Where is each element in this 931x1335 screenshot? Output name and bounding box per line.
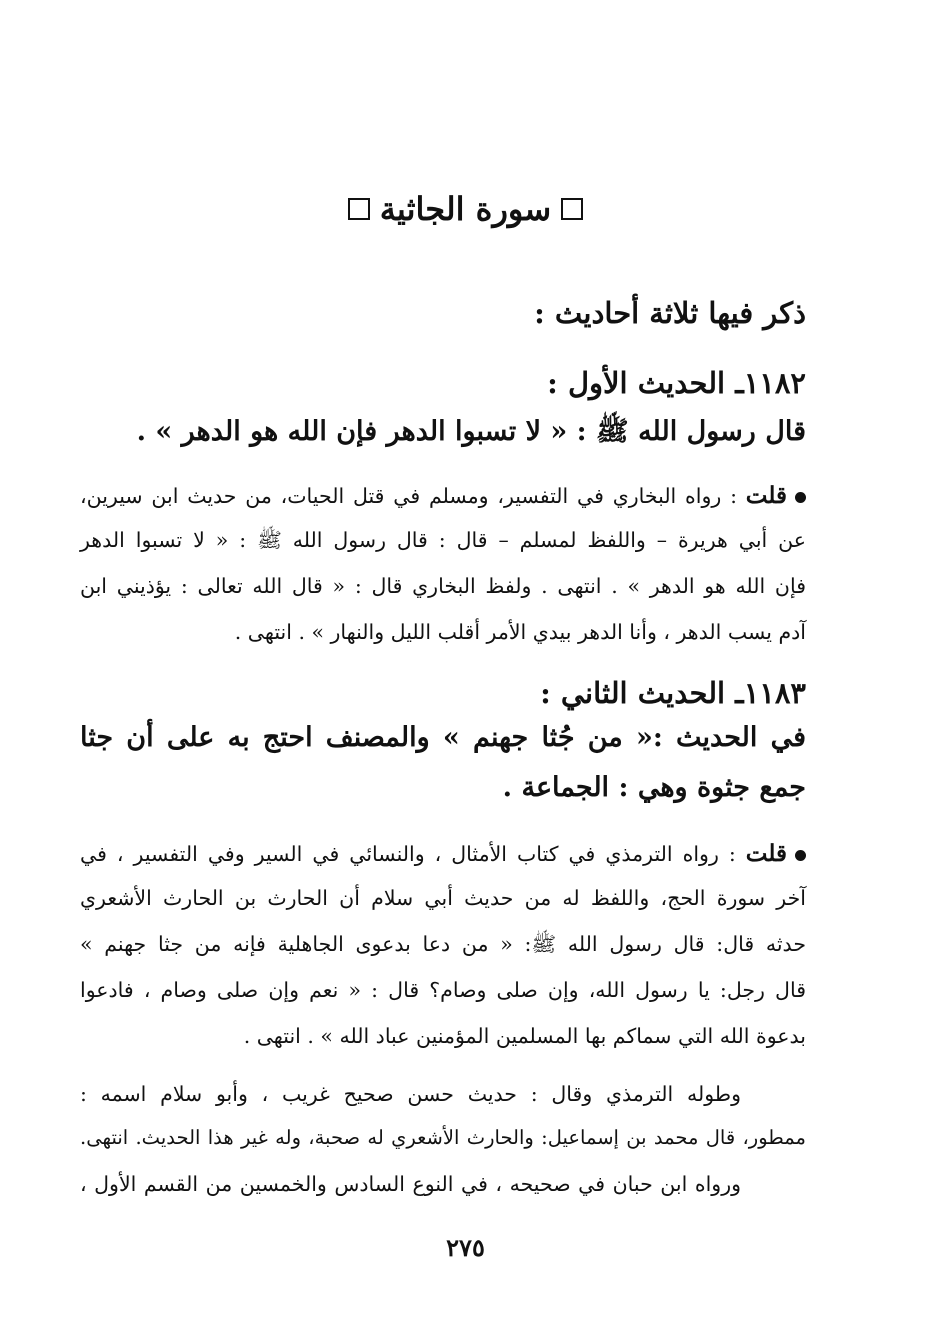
- hadith1-comment-line-1: [80, 482, 806, 509]
- hadith2-comment-line-5: بدعوة الله التي سماكم بها المسلمين المؤمنين عباد الله » . انتهى .: [243, 1024, 806, 1048]
- hadith2-comment-line-4: قال رجل: يا رسول الله، وإن صلى وصام؟ قال : « نعم وإن صلى وصام ، فادعوا: [80, 978, 806, 1002]
- hadith2-extra-line-3: ورواه ابن حبان في صحيحه ، في النوع السادس والخمسين من القسم الأول ،: [80, 1172, 741, 1196]
- surah-title-text: سورة الجاثية: [379, 190, 552, 228]
- comment-label: قلت: [745, 840, 787, 867]
- intro-line: ذكر فيها ثلاثة أحاديث :: [534, 296, 806, 330]
- comment-text: : رواه البخاري في التفسير، ومسلم في قتل الحيات، من حديث ابن سيرين،: [80, 484, 737, 508]
- hadith1-comment-line-3: فإن الله هو الدهر » . انتهى . ولفظ البخاري قال : « قال الله تعالى : يؤذيني ابن: [80, 574, 806, 598]
- surah-title-heading: [0, 190, 931, 228]
- hadith2-comment-line-2: آخر سورة الحج، واللفظ له من حديث أبي سلام أن الحارث بن الحارث الأشعري: [80, 886, 806, 910]
- bullet-icon: [795, 492, 806, 503]
- hadith1-heading: ١١٨٢ـ الحديث الأول :: [547, 366, 806, 400]
- hadith1-text: قال رسول الله ﷺ : « لا تسبوا الدهر فإن الله هو الدهر » .: [136, 416, 806, 447]
- hadith2-text-line-2: جمع جثوة وهي : الجماعة .: [502, 772, 806, 803]
- hadith1-comment-line-4: آدم يسب الدهر ، وأنا الدهر بيدي الأمر أقلب الليل والنهار » . انتهى .: [234, 620, 806, 644]
- page-number: ٢٧٥: [446, 1233, 485, 1262]
- bullet-icon: [795, 850, 806, 861]
- comment-label: قلت: [745, 482, 787, 509]
- square-ornament-icon: [561, 198, 583, 220]
- square-ornament-icon: [348, 198, 370, 220]
- hadith2-comment-line-3: حدثه قال: قال رسول الله ﷺ: « من دعا بدعوى الجاهلية فإنه من جثا جهنم »: [80, 932, 806, 956]
- hadith2-extra-line-2: ممطور، قال محمد بن إسماعيل: والحارث الأشعري له صحبة، وله غير هذا الحديث. انتهى.: [80, 1126, 806, 1149]
- hadith2-comment-line-1: [80, 840, 806, 867]
- hadith2-extra-line-1: وطوله الترمذي وقال : حديث حسن صحيح غريب ، وأبو سلام اسمه :: [80, 1082, 741, 1106]
- hadith1-comment-line-2: عن أبي هريرة – واللفظ لمسلم – قال : قال رسول الله ﷺ : « لا تسبوا الدهر: [80, 528, 806, 552]
- hadith2-heading: ١١٨٣ـ الحديث الثاني :: [540, 676, 806, 710]
- hadith2-text-line-1: في الحديث :« من جُثا جهنم » والمصنف احتج به على أن جثا: [80, 722, 806, 753]
- comment-text: : رواه الترمذي في كتاب الأمثال ، والنسائي في السير وفي التفسير ، في: [80, 842, 736, 866]
